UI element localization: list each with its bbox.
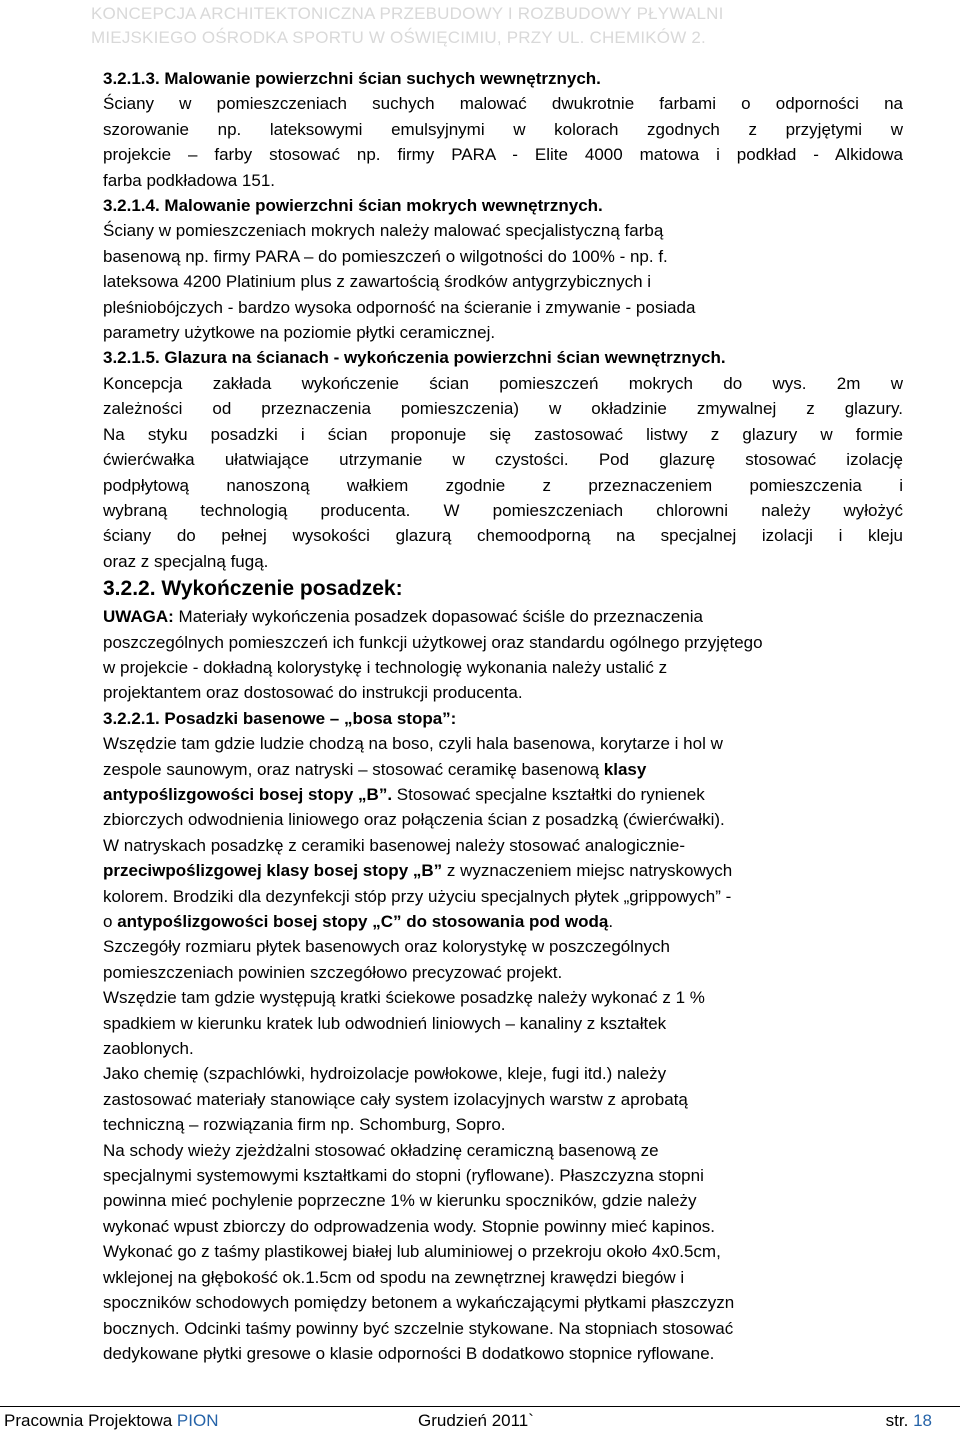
text-line: Ściany w pomieszczeniach mokrych należy malować specjalistyczną farbą: [103, 221, 664, 241]
bold-span: antypoślizgowości bosej stopy „C” do stosowania pod wodą: [117, 912, 609, 931]
text-span: o: [103, 912, 118, 931]
text-line: wykonać wpust zbiorczy do odprowadzenia wody. Stopnie powinny mieć kapinos.: [103, 1216, 716, 1236]
text-line: pomieszczeniach powinien szczegółowo precyzować projekt.: [103, 962, 563, 982]
footer-page-number: [886, 1409, 932, 1433]
text-line: ściany do pełnej wysokości glazurą chemoodporną na specjalnej izolacji i kleju: [103, 526, 903, 546]
text-line: w projekcie - dokładną kolorystykę i technologię wykonania należy ustalić z: [103, 657, 668, 677]
text-line: Jako chemię (szpachlówki, hydroizolacje powłokowe, kleje, fugi itd.) należy: [103, 1064, 667, 1084]
text-line: bocznych. Odcinki taśmy powinny być szczelnie stykowane. Na stopniach stosować: [103, 1318, 734, 1338]
page-label: str.: [885, 1411, 914, 1430]
text-line: Na schody wieży zjeżdżalni stosować okładzinę ceramiczną basenową ze: [103, 1140, 659, 1160]
text-line: [103, 757, 903, 782]
footer-divider: [0, 1406, 960, 1407]
text-line: podpłytową nanoszoną wałkiem zgodnie z przeznaczeniem pomieszczenia i: [103, 475, 903, 495]
footer-company-prefix: Pracownia Projektowa: [4, 1411, 177, 1430]
text-line: wybraną technologią producenta. W pomieszczeniach chlorowni należy wyłożyć: [103, 500, 903, 520]
text-line: farba podkładowa 151.: [103, 170, 276, 190]
text-line: W natryskach posadzkę z ceramiki basenowej należy stosować analogicznie-: [103, 835, 686, 855]
text-span: .: [608, 912, 614, 931]
text-line: [103, 909, 903, 934]
text-line: parametry użytkowe na poziomie płytki ceramicznej.: [103, 323, 496, 343]
text-line: lateksowa 4200 Platinium plus z zawartością środków antygrzybicznych i: [103, 272, 652, 292]
text-line: oraz z specjalną fugą.: [103, 551, 269, 571]
bold-span: antypoślizgowości bosej stopy „B”.: [103, 784, 393, 804]
text-line: zastosować materiały stanowiące cały system izolacyjnych warstw z aprobatą: [103, 1089, 688, 1109]
text-line: zaoblonych.: [103, 1039, 194, 1059]
section-heading-3-2-1-5: 3.2.1.5. Glazura na ścianach - wykończenia powierzchni ścian wewnętrznych.: [103, 348, 726, 368]
text-line: Wszędzie tam gdzie występują kratki ściekowe posadzkę należy wykonać z 1 %: [103, 988, 705, 1008]
text-line: zbiorczych odwodnienia liniowego oraz połączenia ścian z posadzką (ćwierćwałki).: [103, 810, 725, 830]
text-span: Materiały wykończenia posadzek dopasować ściśle do przeznaczenia: [173, 607, 703, 627]
text-line: Na styku posadzki i ścian proponuje się zastosować listwy z glazury w formie: [103, 424, 903, 444]
text-line: Wszędzie tam gdzie ludzie chodzą na boso, czyli hala basenowa, korytarze i hol w: [103, 734, 723, 754]
text-line: [103, 858, 903, 883]
document-body: [103, 66, 903, 1366]
text-line: [103, 604, 903, 629]
text-line: Szczegóły rozmiaru płytek basenowych oraz kolorystykę w poszczególnych: [103, 937, 670, 957]
uwaga-label: UWAGA:: [103, 607, 174, 627]
text-span: Stosować specjalne kształtki do rynienek: [392, 784, 705, 804]
text-line: techniczną – rozwiązania firm np. Schomburg, Sopro.: [103, 1115, 506, 1135]
text-line: [103, 782, 903, 807]
text-line: powinna mieć pochylenie poprzeczne 1% w kierunku spoczników, gdzie należy: [103, 1191, 697, 1211]
footer-company-name: PION: [176, 1411, 219, 1430]
text-line: spoczników schodowych pomiędzy betonem a wykańczającymi płytkami płaszczyzn: [103, 1293, 735, 1313]
text-line: zależności od przeznaczenia pomieszczenia) w okładzinie zmywalnej z glazury.: [103, 399, 903, 419]
text-line: ćwierćwałka ułatwiające utrzymanie w czystości. Pod glazurę stosować izolację: [103, 450, 903, 470]
section-heading-3-2-2-1: 3.2.2.1. Posadzki basenowe – „bosa stopa”:: [103, 708, 457, 728]
text-span: z wyznaczeniem miejsc natryskowych: [442, 861, 733, 881]
text-line: kolorem. Brodziki dla dezynfekcji stóp przy użyciu specjalnych płytek „grippowych” -: [103, 886, 732, 906]
running-header: [91, 2, 951, 50]
text-line: poszczególnych pomieszczeń ich funkcji użytkowej oraz standardu ogólnego przyjętego: [103, 632, 763, 652]
text-line: dedykowane płytki gresowe o klasie odporności B dodatkowo stopnice ryflowane.: [103, 1343, 715, 1363]
section-heading-3-2-1-4: 3.2.1.4. Malowanie powierzchni ścian mokrych wewnętrznych.: [103, 196, 603, 216]
text-line: basenową np. firmy PARA – do pomieszczeń o wilgotności do 100% - np. f.: [103, 246, 668, 266]
header-line-2: MIEJSKIEGO OŚRODKA SPORTU W OŚWIĘCIMIU, PRZY UL. CHEMIKÓW 2.: [91, 28, 706, 47]
section-heading-3-2-2: 3.2.2. Wykończenie posadzek:: [103, 577, 403, 601]
text-line: Koncepcja zakłada wykończenie ścian pomieszczeń mokrych do wys. 2m w: [103, 373, 903, 393]
text-line: projektantem oraz dostosować do instrukcji producenta.: [103, 683, 523, 703]
page-number: 18: [913, 1411, 932, 1430]
bold-span: klasy: [603, 759, 647, 779]
header-line-1: KONCEPCJA ARCHITEKTONICZNA PRZEBUDOWY I ROZBUDOWY PŁYWALNI: [91, 4, 724, 23]
text-line: pleśniobójczych - bardzo wysoka odporność na ścieranie i zmywanie - posiada: [103, 297, 696, 317]
footer-company: [4, 1409, 218, 1433]
section-heading-3-2-1-3: 3.2.1.3. Malowanie powierzchni ścian suchych wewnętrznych.: [103, 69, 601, 88]
text-line: Ściany w pomieszczeniach suchych malować dwukrotnie farbami o odporności na: [103, 94, 903, 114]
text-line: projekcie – farby stosować np. firmy PARA - Elite 4000 matowa i podkład - Alkidowa: [103, 145, 903, 165]
footer-date: Grudzień 2011`: [418, 1411, 534, 1430]
text-line: Wykonać go z taśmy plastikowej białej lub aluminiowej o przekroju około 4x0.5cm,: [103, 1242, 721, 1262]
text-line: szorowanie np. lateksowymi emulsyjnymi w kolorach zgodnych z przyjętymi w: [103, 119, 903, 139]
text-line: wklejonej na głębokość ok.1.5cm od spodu na zewnętrznej krawędzi biegów i: [103, 1267, 685, 1287]
text-span: zespole saunowym, oraz natryski – stosować ceramikę basenową: [103, 759, 604, 779]
text-line: spadkiem w kierunku kratek lub odwodnień liniowych – kanaliny z kształtek: [103, 1013, 667, 1033]
text-line: specjalnymi systemowymi kształtkami do stopni (ryflowane). Płaszczyzna stopni: [103, 1166, 704, 1186]
bold-span: przeciwpoślizgowej klasy bosej stopy „B”: [103, 861, 443, 881]
